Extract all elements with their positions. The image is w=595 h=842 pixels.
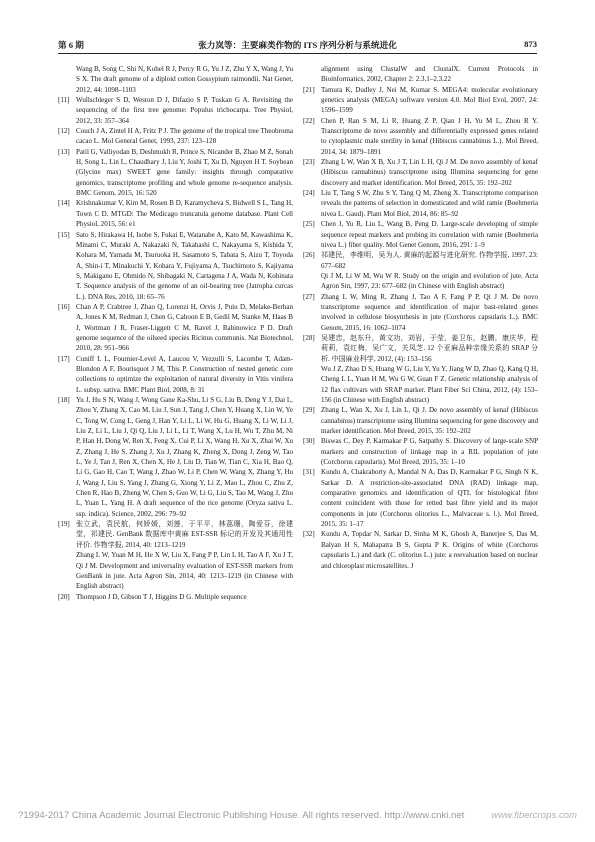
reference-number: [30] <box>303 437 315 446</box>
header-rule <box>58 53 537 54</box>
reference-entry <box>58 64 293 95</box>
reference-text: Wang B, Song C, Shi N, Kohel R J, Percy R G, Yu J Z, Zhu Y X, Wang J, Yu S X. The draft genome of a diploid cotton Gossypium raimondii. Nat Genet, 2012, 44: 1098–1103 <box>76 65 293 94</box>
reference-number: [31] <box>303 468 315 477</box>
reference-text: Liu T, Tang S W, Zhu S Y, Tang Q M, Zheng X. Transcriptome comparison reveals the patterns of selection in domesticated and wild ramie (Boehmeria nivea L. Gaud). Plant Mol Biol, 2014, 86: 85–92 <box>321 189 538 218</box>
reference-number: [17] <box>58 354 70 363</box>
issue-number: 第 6 期 <box>58 40 84 50</box>
left-column <box>58 64 293 602</box>
reference-text: Krishnakumar V, Kim M, Rosen B D, Karamycheva S, Bidwell S L, Tang H, Town C D. MTGD: The Medicago truncatula genome database. Plant Cell Physiol, 2015, 56: e1 <box>76 199 293 229</box>
reference-entry <box>303 405 538 436</box>
reference-text: Zhang L W, Wan X B, Xu J T, Lin L H, Qi J M. De novo assembly of kenaf (Hibiscus cannabinus) transcriptome using Illumina sequencing for gene discovery and marker identification. Mol Breed, 2015, 35: 192–202 <box>321 158 538 187</box>
reference-text: Yu J, Hu S N, Wang J, Wong Gane Ka-Shu, Li S G, Liu B, Deng Y J, Dai L, Zhou Y, Zhang X, Cao M, Liu J, Sun J, Tang J, Chen Y, Huang X, Lin W, Ye C, Tong W, Cong L, Geng J, Han Y, Li L, Li W, Hu G, Huang X, Li W, Li J, Liu Z, Li L, Liu J, Qi Q, Liu J, Li L, Li T, Wang X, Lu H, Wu T, Zhu M, Ni P, Han H, Dong W, Ren X, Feng X, Cui P, Li X, Wang H, Xu X, Zhai W, Xu Z, Zhang J, He S, Zhang J, Xu J, Zhang K, Zheng X, Dong J, Zeng W, Tao L, Ye J, Tan J, Ren X, Chen X, He J, Liu D, Tian W, Tian C, Xia H, Bao Q, Li G, Gao H, Cao T, Wang J, Zhao W, Li P, Chen W, Wang X, Zhang Y, Hu J, Wang J, Liu S, Yang J, Zhang G, Xiong Y, Li Z, Mao L, Zhou C, Zhu Z, Chen R, Hao B, Zheng W, Chen S, Guo W, Li G, Liu S, Tao M, Wang J, Zhu L, Yuan L, Yang H. A draft sequence of the rice genome (Oryza sativa L. ssp. indica). Science, 2002, 296: 79–92 <box>76 396 293 518</box>
reference-text: Cuniff L L, Fournier-Level A, Laucou V, Vezzulli S, Lacombe T, Adam-Blondon A F, Bourisquot J M, This P. Construction of nested genetic core collections to optimize the exploitation of natural diversity in Vitis vinifera L. subsp. sativa. BMC Plant Biol, 2008, 8: 31 <box>76 354 293 394</box>
reference-entry <box>303 85 538 116</box>
watermark-text: www.fibercrops.com <box>491 810 577 821</box>
reference-entry <box>303 333 538 364</box>
reference-entry <box>303 271 538 292</box>
reference-text: Couch J A, Zintel H A, Fritz P J. The genome of the tropical tree Theobroma cacao L. Mol General Genet, 1993, 237: 123–128 <box>76 127 293 146</box>
reference-number: [22] <box>303 116 315 125</box>
reference-number: [18] <box>58 396 70 404</box>
reference-number: [16] <box>58 302 70 311</box>
reference-entry <box>58 198 293 229</box>
reference-entry <box>303 292 538 333</box>
reference-entry <box>303 116 538 157</box>
reference-entry <box>58 230 293 302</box>
reference-number: [26] <box>303 251 315 260</box>
reference-text: Zhang L W, Yuan M H, He X W, Liu X, Fang P P, Lin L H, Tao A F, Xu J T, Qi J M. Development and universality evaluation of EST-SSR markers from GenBank in jute. Acta Agron Sin, 2014, 40: 1213–1219 (in Chinese with English abstract) <box>76 551 293 591</box>
reference-entry <box>303 436 538 467</box>
reference-entry <box>58 592 293 602</box>
reference-entry <box>58 519 293 550</box>
reference-entry <box>58 302 293 354</box>
reference-number: [25] <box>303 220 315 229</box>
reference-entry <box>58 550 293 591</box>
reference-text: Patil G, Valliyodan B, Deshmukh R, Prince S, Nicander B, Zhao M Z, Sonah H, Song L, Lin L, Chaudhary J, Liu Y, Joshi T, Xu D, Nguyen H T. Soybean (Glycine max) SWEET gene family: insights through comparative genomics, transcriptome profiling and whole genome re-sequence analysis. BMC Genom, 2015, 16: 520 <box>76 147 293 198</box>
reference-entry <box>303 250 538 271</box>
reference-entry <box>58 126 293 147</box>
reference-text: Wullschleger S D, Weston D J, Difazio S P, Tuskan G A. Revisiting the sequencing of the first tree genome: Populus trichocarpa. Tree Physiol, 2012, 33: 357–364 <box>76 96 293 125</box>
reference-number: [15] <box>58 230 70 239</box>
reference-text: 吴建忠，赵东升，黄文功，刘岩，于莹，姜卫东，赵鹏，康庆华，程莉莉，袁红梅，吴广文，关凤芝. 12 个亚麻品种亲缘关系的 SRAP 分析. 中国麻业科学, 2012, (4): 153–156 <box>321 333 538 363</box>
copyright-notice: ?1994-2017 China Academic Journal Electronic Publishing House. All rights reserved. http://www.cnki.net <box>18 810 465 821</box>
reference-text: Biswas C, Dey P, Karmakar P G, Satpathy S. Discovery of large-scale SNP markers and construction of linkage map in a RIL population of jute (Corchorus capsularis). Mol Breed, 2015, 35: 1–10 <box>321 437 538 467</box>
reference-number: [32] <box>303 530 315 539</box>
reference-number: [11] <box>58 96 70 105</box>
reference-text: Chen J, Yu R, Liu L, Wang B, Peng D. Large-scale developing of simple sequence repeat markers and probing its correlation with ramie (Boehmeria nivea L.) fiber quality. Mol Genet Genom, 2016, 291: 1–9 <box>321 220 538 249</box>
reference-number: [28] <box>303 333 315 342</box>
reference-entry <box>303 467 538 529</box>
reference-text: alignment using ClustalW and ClustalX. Current Protocols in Bioinformatics, 2002, Chapter 2: 2.3.1–2.3.22 <box>321 65 538 84</box>
reference-text: Kundu A, Topdar N, Sarkar D, Sinha M K, Ghosh A, Banerjee S, Das M, Balyan H S, Mahapatra B S, Gupta P K. Origins of white (Corchorus capsularis L.) and dark (C. olitorius L.) jute: a reevaluation based on nuclear and chloroplast microsatellites. J <box>321 530 538 570</box>
reference-entry <box>303 64 538 85</box>
reference-number: [14] <box>58 199 70 208</box>
page-header <box>58 36 537 52</box>
reference-entry <box>303 529 538 570</box>
reference-text: Sato S, Hirakawa H, Isobe S, Fukai E, Watanabe A, Kato M, Kawashima K, Minami C, Muraki A, Nakazaki N, Takahashi C, Nakayama S, Kishida Y, Kohara M, Yamada M, Tsuruoka H, Sasamoto S, Tabata S, Aizu T, Toyoda A, Shin-i T, Minakuchi Y, Kohara Y, Fujiyama A, Tsuchimoto S, Kajiyama S, Makigano E, Ohmido N, Shibagaki N, Cartagena J A, Wada N, Kohinata T. Sequence analysis of the genome of an oil-bearing tree (Jatropha curcas L.). DNA Res, 2010, 18: 65–76 <box>76 230 293 301</box>
reference-number: [29] <box>303 406 315 415</box>
reference-entry <box>58 354 293 395</box>
reference-text: 张立武，袁民航，何娇媛，刘莲，于平平，林荔珊，陶爱芬，徐建堂，祁建民. GenBank 数据库中黄麻 EST-SSR 标记的开发及其通用性评价. 作物学报, 2014, 40: 1213–1219 <box>76 520 293 549</box>
reference-entry <box>303 364 538 405</box>
reference-text: Thompson J D, Gibson T J, Higgins D G. Multiple sequence <box>76 592 247 601</box>
reference-entry <box>303 188 538 219</box>
reference-number: [23] <box>303 158 315 167</box>
reference-number: [27] <box>303 292 315 301</box>
reference-number: [21] <box>303 85 315 94</box>
right-column <box>303 64 538 571</box>
reference-entry <box>58 395 293 519</box>
running-title: 张力岚等：主要麻类作物的 ITS 序列分析与系统进化 <box>198 40 397 50</box>
reference-number: [24] <box>303 189 315 198</box>
reference-number: [13] <box>58 147 70 156</box>
reference-entry <box>303 219 538 250</box>
reference-entry <box>58 147 293 199</box>
reference-text: Chan A P, Crabtree J, Zhao Q, Lorenzi H, Orvis J, Puiu D, Melake-Berhan A, Jones K M, Redman J, Chen G, Cahoon E B, Gedil M, Stanke M, Haas B J, Wortman J R, Fraser-Liggett C M, Ravel J, Rabinowicz P D. Draft genome sequence of the oilseed species Ricinus communis. Nat Biotechnol, 2010, 28: 951–966 <box>76 302 293 353</box>
page-number: 873 <box>524 39 537 49</box>
reference-text: 祁建民，李维明，吴为人. 黄麻的起源与进化研究. 作物学报, 1997, 23: 677–682 <box>321 251 538 270</box>
reference-text: Tamura K, Dudley J, Nei M, Kumar S. MEGA4: molecular evolutionary genetics analysis (MEGA) software version 4.0. Mol Biol Evol, 2007, 24: 1596–1599 <box>321 85 538 115</box>
reference-entry <box>303 157 538 188</box>
reference-text: Chen P, Ran S M, Li R, Huang Z P, Qian J H, Yu M L, Zhou R Y. Transcriptome de novo assembly and differentially expressed genes related to cytoplasmic male sterility in kenaf (Hibiscus cannabinus L.). Mol Breed, 2014, 34: 1879–1891 <box>321 116 538 156</box>
reference-text: Qi J M, Li W M, Wu W R. Study on the origin and evolution of jute. Acta Agron Sin, 1997, 23: 677–682 (in Chinese with English abstract) <box>321 271 538 291</box>
reference-text: Wu J Z, Zhao D S, Huang W G, Liu Y, Yu Y, Jiang W D, Zhao Q, Kang Q H, Cheng L L, Yuan H M, Wu G W, Guan F Z. Genetic relationship analysis of 12 flax cultivars with SRAP marker. Plant Fiber Sci China, 2012, (4): 153–156 (in Chinese with English abstract) <box>321 364 538 404</box>
reference-number: [20] <box>58 592 70 601</box>
reference-text: Zhang L W, Ming R, Zhang J, Tao A F, Fang P P, Qi J M. De novo transcriptome sequence and identification of major bast-related genes involved in cellulose biosynthesis in jute (Corchorus capsularis L.). BMC Genom, 2015, 16: 1062–1074 <box>321 292 538 332</box>
reference-text: Kundu A, Chakraborty A, Mandal N A, Das D, Karmakar P G, Singh N K, Sarkar D. A restriction-site-associated DNA (RAD) linkage map, comparative genomics and identification of QTL for histological fibre content coincident with those for retted bast fibre yield and its major components in jute (Corchorus olitorius L., Malvaceae s. l.). Mol Breed, 2015, 35: 1–17 <box>321 468 538 529</box>
reference-number: [12] <box>58 127 70 136</box>
reference-number: [19] <box>58 520 70 529</box>
reference-text: Zhang L, Wan X, Xu J, Lin L, Qi J. De novo assembly of kenaf (Hibiscus cannabinus) transcriptome using Illumina sequencing for gene discovery and marker identification. Mol Breed, 2015, 35: 192–202 <box>321 406 538 436</box>
reference-entry <box>58 95 293 126</box>
